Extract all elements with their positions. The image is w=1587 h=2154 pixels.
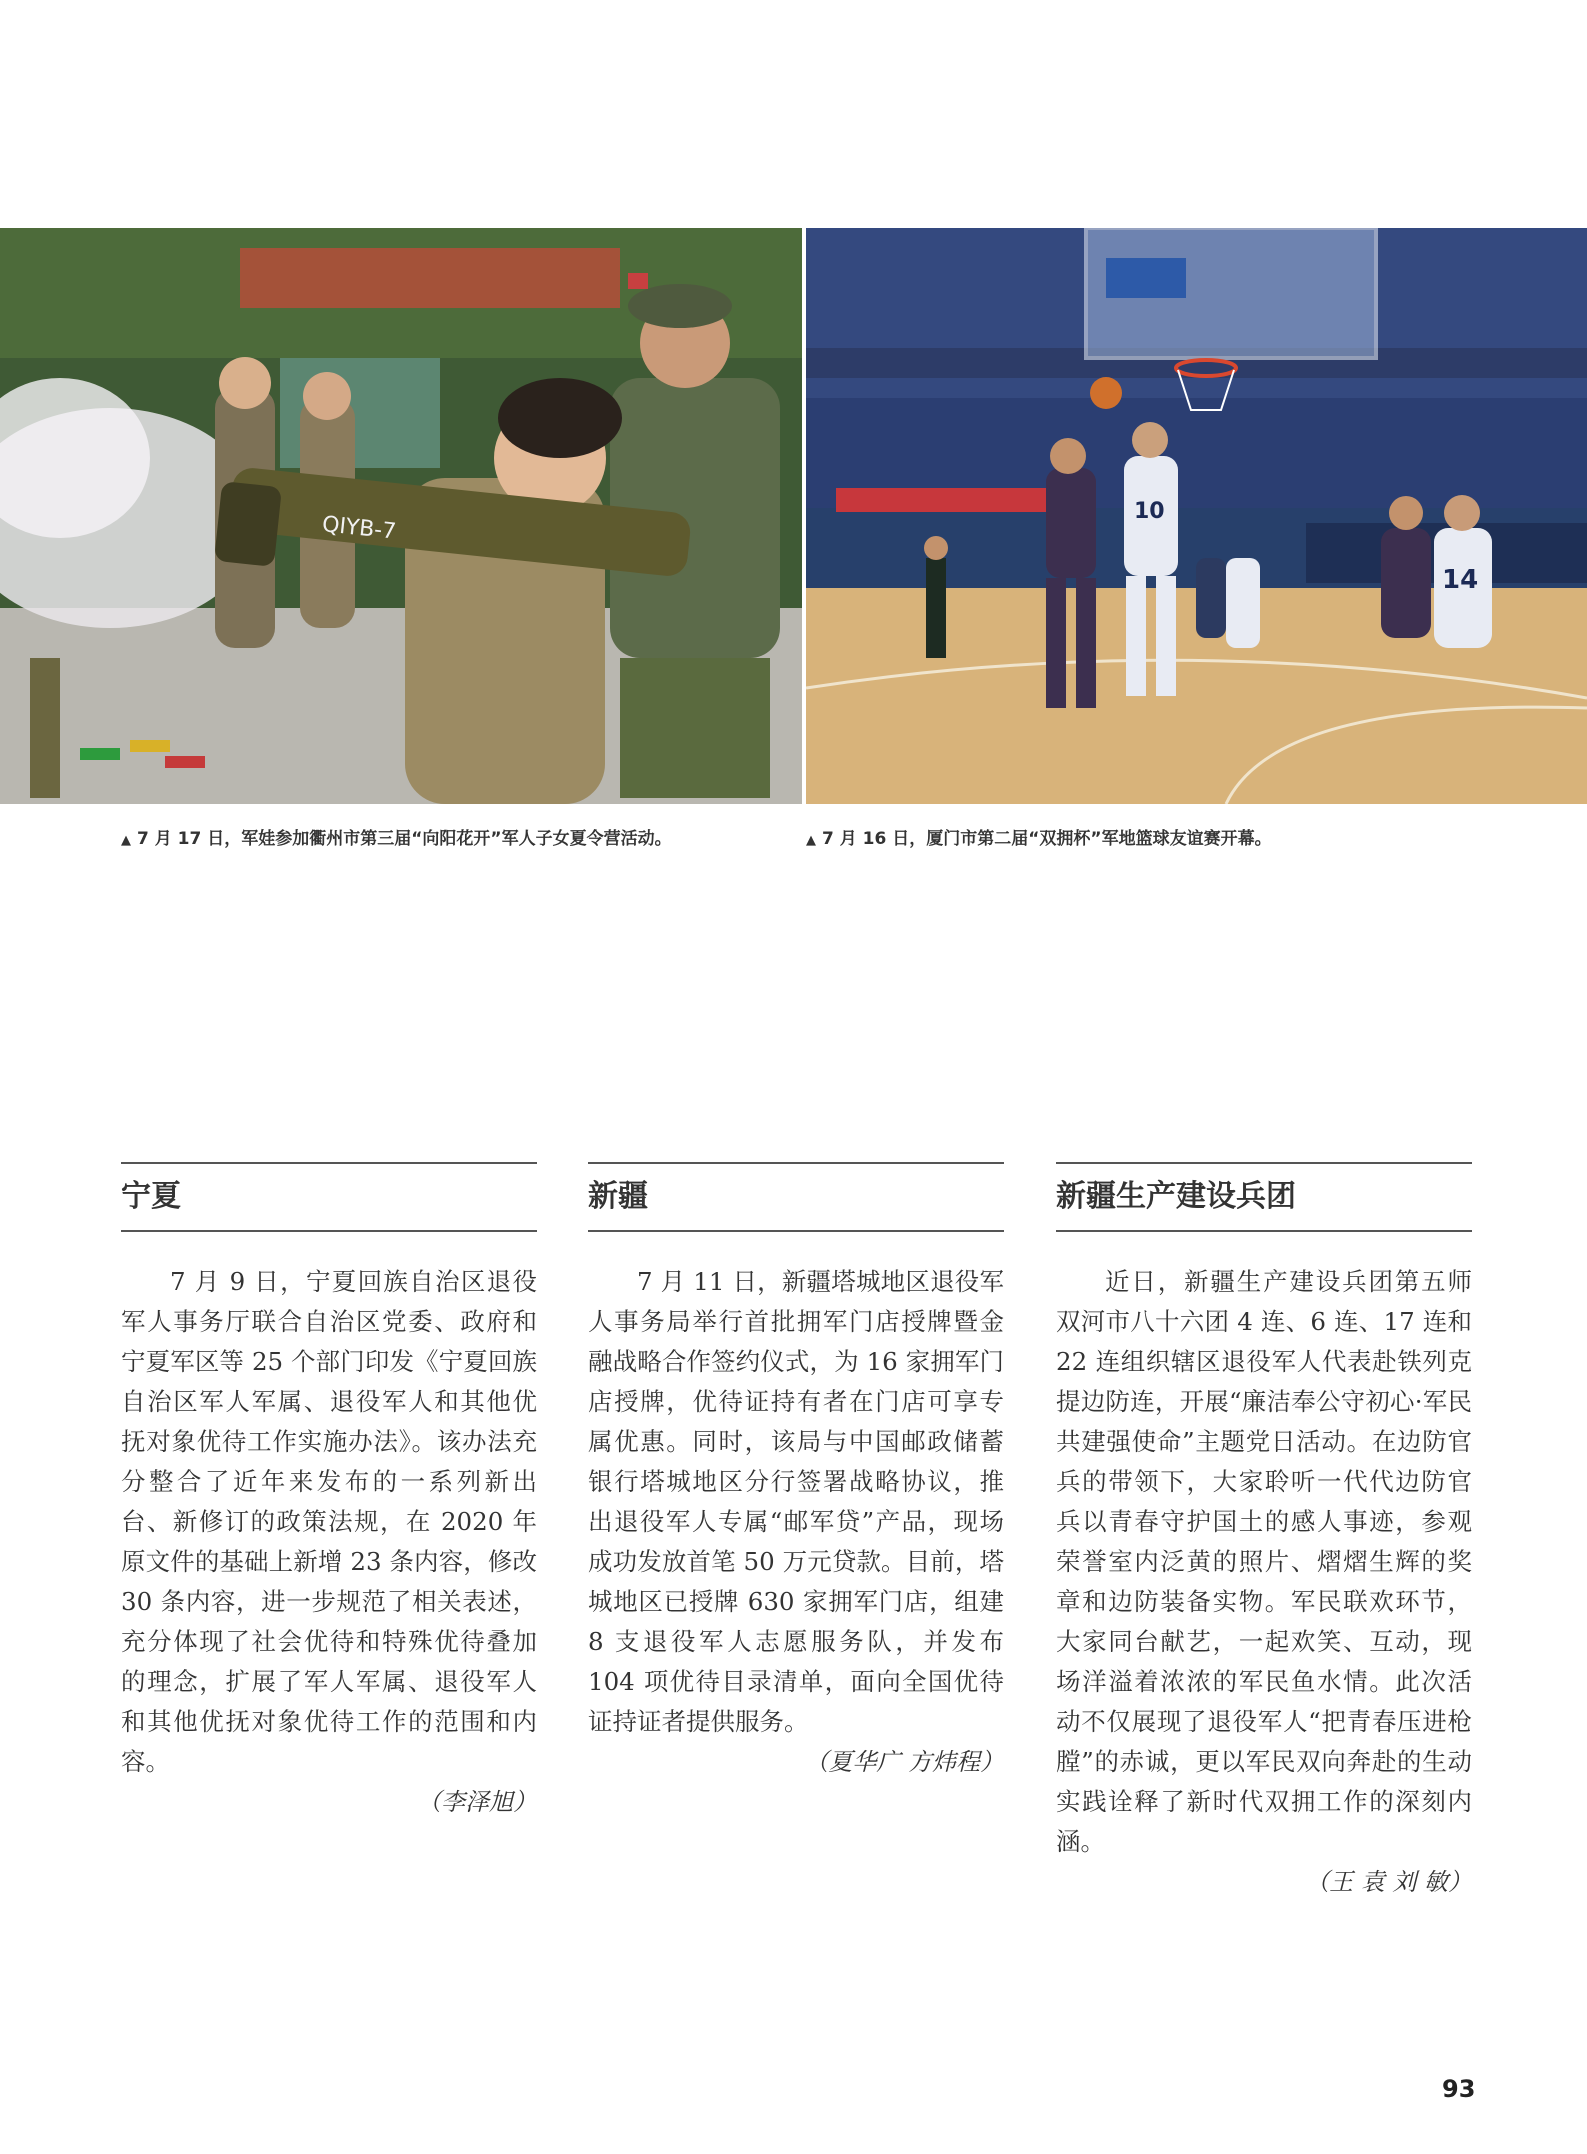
column-author: （王 袁 刘 敏） (1305, 1868, 1472, 1896)
caption-text: 7 月 17 日，军娃参加衢州市第三届“向阳花开”军人子女夏令营活动。 (137, 829, 672, 849)
column-bottom-rule (121, 1230, 537, 1232)
news-column-bingtuan (1056, 1162, 1472, 1902)
caption-marker-icon: ▲ (121, 833, 131, 848)
photo-basketball-game (806, 228, 1587, 804)
column-bottom-rule (1056, 1230, 1472, 1232)
basketball-illustration (806, 228, 1587, 804)
column-body: 7 月 11 日，新疆塔城地区退役军人事务局举行首批拥军门店授牌暨金融战略合作签约仪式，为 16 家拥军门店授牌，优待证持有者在门店可享专属优惠。同时，该局与中国邮政储蓄银行塔城地区分行签署战略协议，推出退役军人专属“邮军贷”产品，现场成功发放首笔 50 万元贷款。目前，塔城地区已授牌 630 家拥军门店，组建 8 支退役军人志愿服务队，并发布 104 项优待目录清单，面向全国优待证持证者提供服务。 (588, 1267, 1004, 1736)
column-title: 宁夏 (121, 1179, 181, 1214)
page-number: 93 (1442, 2075, 1476, 2103)
photo-summer-camp (0, 228, 802, 804)
column-title: 新疆 (588, 1179, 648, 1214)
column-author: （李泽旭） (417, 1788, 537, 1816)
news-column-ningxia (121, 1162, 537, 1822)
column-body: 近日，新疆生产建设兵团第五师双河市八十六团 4 连、6 连、17 连和 22 连组织辖区退役军人代表赴铁列克提边防连，开展“廉洁奉公守初心·军民共建强使命”主题党日活动。在边防官兵的带领下，大家聆听一代代边防官兵以青春守护国土的感人事迹，参观荣誉室内泛黄的照片、熠熠生辉的奖章和边防装备实物。军民联欢环节，大家同台献艺，一起欢笑、互动，现场洋溢着浓浓的军民鱼水情。此次活动不仅展现了退役军人“把青春压进枪膛”的赤诚，更以军民双向奔赴的生动实践诠释了新时代双拥工作的深刻内涵。 (1056, 1267, 1472, 1856)
photo-caption-summer-camp (121, 824, 672, 849)
column-body: 7 月 9 日，宁夏回族自治区退役军人事务厅联合自治区党委、政府和宁夏军区等 25 个部门印发《宁夏回族自治区军人军属、退役军人和其他优抚对象优待工作实施办法》。该办法充分整合了近年来发布的一系列新出台、新修订的政策法规，在 2020 年原文件的基础上新增 23 条内容，修改 30 条内容，进一步规范了相关表述，充分体现了社会优待和特殊优待叠加的理念，扩展了军人军属、退役军人和其他优抚对象优待工作的范围和内容。 (121, 1267, 537, 1776)
caption-text: 7 月 16 日，厦门市第二届“双拥杯”军地篮球友谊赛开幕。 (822, 829, 1272, 849)
summer-camp-illustration (0, 228, 802, 804)
launcher-marking: QIYB-7 (320, 512, 398, 545)
column-bottom-rule (588, 1230, 1004, 1232)
photo-caption-basketball (806, 824, 1272, 849)
news-column-xinjiang (588, 1162, 1004, 1782)
jersey-number-14: 14 (1442, 565, 1479, 595)
jersey-number-10: 10 (1134, 499, 1165, 524)
column-title: 新疆生产建设兵团 (1056, 1179, 1296, 1214)
column-author: （夏华广 方炜程） (804, 1748, 1004, 1776)
caption-marker-icon: ▲ (806, 833, 816, 848)
